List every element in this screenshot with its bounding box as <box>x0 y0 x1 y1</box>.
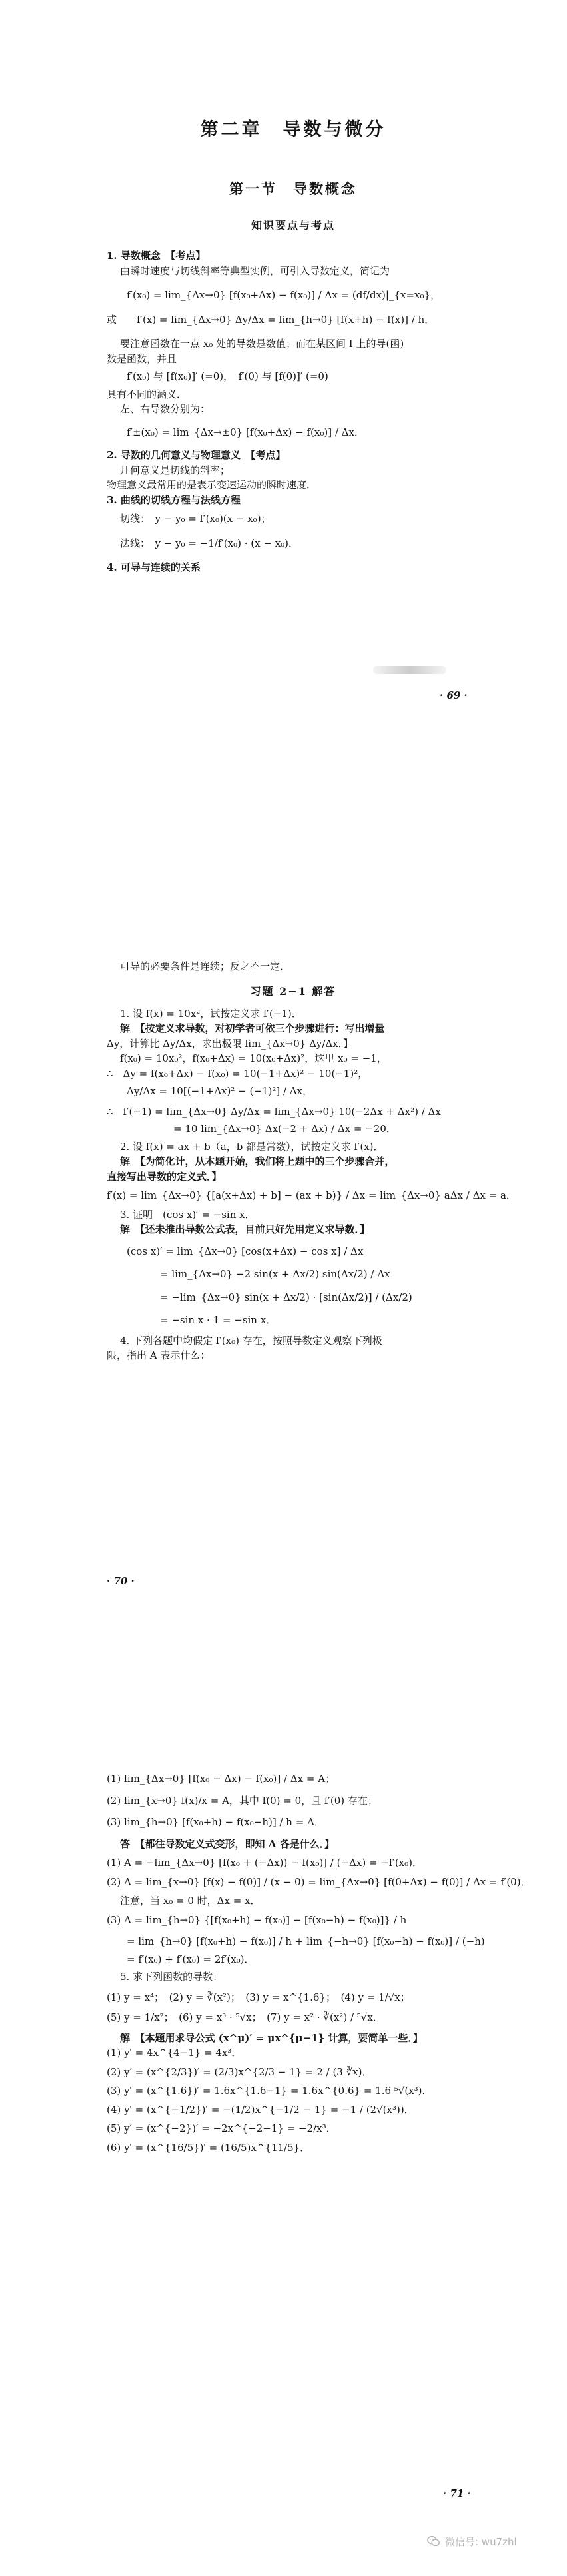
page-number: · 70 · <box>107 1575 135 1587</box>
formula: ∴ f′(−1) = lim_{Δx→0} Δy/Δx = lim_{Δx→0} 10(−2Δx + Δx²) / Δx <box>107 1105 441 1118</box>
point-4-heading: 4. 可导与连续的关系 <box>107 561 201 573</box>
solution-note: 直接写出导数的定义式．】 <box>107 1170 222 1183</box>
problem-3: 3. 证明 (cos x)′ = −sin x． <box>120 1208 255 1221</box>
formula: f′(x₀) 与 [f(x₀)]′ (=0)， f′(0) 与 [f(0)]′ (=0) <box>127 370 328 382</box>
exercise-title: 习题 2−1 解答 <box>250 984 336 998</box>
text-line: 几何意义是切线的斜率； <box>120 464 231 476</box>
text-line: 具有不同的涵义． <box>107 388 187 400</box>
formula: = −sin x · 1 = −sin x． <box>160 1314 277 1326</box>
solution-note: Δy，计算比 Δy/Δx，求出极限 lim_{Δx→0} Δy/Δx．】 <box>107 1037 354 1050</box>
solution-note: 解 【还未推出导数公式表，目前只好先用定义求导数．】 <box>120 1223 370 1235</box>
page-69-content <box>107 117 480 575</box>
formula: ∴ Δy = f(x₀+Δx) − f(x₀) = 10(−1+Δx)² − 10(−1)²， <box>107 1067 368 1080</box>
solution-note: 解 【本题用求导公式 (x^μ)′ = μx^{μ−1} 计算，要简单一些．】 <box>120 2031 423 2044</box>
formula: (3) y′ = (x^{1.6})′ = 1.6x^{1.6−1} = 1.6x^{0.6} = 1.6 ⁵√(x³)． <box>107 2085 432 2096</box>
section-title: 第一节 导数概念 <box>229 180 357 197</box>
formula: (1) y = x⁴； (2) y = ∛(x²)； (3) y = x^{1.6}； (4) y = 1/√x； <box>107 1991 410 2003</box>
formula: f′(x) = lim_{Δx→0} {[a(x+Δx) + b] − (ax + b)} / Δx = lim_{Δx→0} aΔx / Δx = a． <box>107 1189 516 1201</box>
solution-note: 解 【按定义求导数，对初学者可依三个步骤进行：写出增量 <box>120 1022 385 1034</box>
point-3-heading: 3. 曲线的切线方程与法线方程 <box>107 493 241 506</box>
text-line: 要注意函数在一点 x₀ 处的导数是数值；而在某区间 I 上的导(函) <box>120 338 404 350</box>
formula: f′±(x₀) = lim_{Δx→±0} [f(x₀+Δx) − f(x₀)] / Δx． <box>127 426 364 438</box>
solution-note: 解 【为简化计，从本题开始，我们将上题中的三个步骤合并， <box>120 1155 395 1167</box>
page-number: · 71 · <box>443 2487 471 2499</box>
text-line: 可导的必要条件是连续；反之不一定． <box>120 960 290 972</box>
formula: 切线： y − y₀ = f′(x₀)(x − x₀)； <box>120 513 271 525</box>
page-number: · 69 · <box>440 689 468 701</box>
formula: (1) y′ = 4x^{4−1} = 4x³． <box>107 2047 242 2059</box>
page-69 <box>0 0 567 939</box>
formula: = 10 lim_{Δx→0} Δx(−2 + Δx) / Δx = −20． <box>173 1123 396 1135</box>
formula: (5) y′ = (x^{−2})′ = −2x^{−2−1} = −2/x³． <box>107 2122 336 2134</box>
chapter-title: 第二章 导数与微分 <box>200 119 386 140</box>
point-2-heading: 2. 导数的几何意义与物理意义 【考点】 <box>107 449 286 461</box>
formula: 法线： y − y₀ = −1/f′(x₀) · (x − x₀)． <box>120 537 299 549</box>
text-line: 注意，当 x₀ = 0 时，Δx = x． <box>120 1895 261 1907</box>
formula: = lim_{Δx→0} −2 sin(x + Δx/2) sin(Δx/2) / Δx <box>160 1268 390 1280</box>
problem-2: 2. 设 f(x) = ax + b（a，b 都是常数），试按定义求 f′(x)． <box>120 1140 384 1153</box>
formula: (5) y = 1/x²； (6) y = x³ · ⁵√x； (7) y = x² · ∛(x²) / ⁵√x． <box>107 2011 383 2023</box>
formula: (cos x)′ = lim_{Δx→0} [cos(x+Δx) − cos x] / Δx <box>127 1245 364 1257</box>
formula: = f′(x₀) + f′(x₀) = 2f′(x₀)． <box>127 1953 255 1965</box>
formula: = −lim_{Δx→0} sin(x + Δx/2) · [sin(Δx/2)] / (Δx/2) <box>160 1291 412 1303</box>
formula: = lim_{h→0} [f(x₀+h) − f(x₀)] / h + lim_{−h→0} [f(x₀−h) − f(x₀)] / (−h) <box>127 1935 485 1947</box>
page-70-content <box>107 959 516 1363</box>
knowledge-points-title: 知识要点与考点 <box>251 219 335 232</box>
scan-smudge <box>373 666 446 674</box>
formula: (6) y′ = (x^{16/5})′ = (16/5)x^{11/5}． <box>107 2141 310 2154</box>
formula: (2) A = lim_{x→0} [f(x) − f(0)] / (x − 0) = lim_{Δx→0} [f(0+Δx) − f(0)] / Δx = f′(0)． <box>107 1875 531 1888</box>
page-70 <box>0 939 567 1718</box>
formula: 或 f′(x) = lim_{Δx→0} Δy/Δx = lim_{h→0} [f(x+h) − f(x)] / h． <box>107 313 435 326</box>
formula: (1) A = −lim_{Δx→0} [f(x₀ + (−Δx)) − f(x₀)] / (−Δx) = −f′(x₀)． <box>107 1857 422 1869</box>
page-71 <box>0 1718 567 2576</box>
watermark <box>426 2534 517 2549</box>
formula: (4) y′ = (x^{−1/2})′ = −(1/2)x^{−1/2 − 1} = −1 / (2√(x³))． <box>107 2103 414 2116</box>
formula: (3) A = lim_{h→0} {[f(x₀+h) − f(x₀)] − [f(x₀−h) − f(x₀)]} / h <box>107 1913 407 1926</box>
answer-note: 答 【都往导数定义式变形，即知 A 各是什么．】 <box>120 1837 335 1850</box>
text-line: 由瞬时速度与切线斜率等典型实例，可引入导数定义，简记为 <box>120 264 390 277</box>
watermark-text: 微信号: wu7zhl <box>445 2535 517 2548</box>
wechat-icon <box>426 2534 441 2549</box>
formula: (3) lim_{h→0} [f(x₀+h) − f(x₀−h)] / h = A． <box>107 1816 324 1828</box>
problem-1: 1. 设 f(x) = 10x²，试按定义求 f′(−1)． <box>120 1007 302 1020</box>
formula: f′(x₀) = lim_{Δx→0} [f(x₀+Δx) − f(x₀)] / Δx = (df/dx)|_{x=x₀}， <box>127 289 441 301</box>
point-1-heading: 1. 导数概念 【考点】 <box>107 250 206 262</box>
formula: (2) y′ = (x^{2/3})′ = (2/3)x^{2/3 − 1} = 2 / (3 ∛x)． <box>107 2065 372 2078</box>
formula: (1) lim_{Δx→0} [f(x₀ − Δx) − f(x₀)] / Δx = A； <box>107 1773 336 1785</box>
text-line: 左、右导数分别为： <box>120 403 211 415</box>
problem-5: 5. 求下列函数的导数： <box>120 1971 223 1983</box>
text-line: 数是函数，并且 <box>107 352 177 365</box>
text-line: 物理意义最常用的是表示变速运动的瞬时速度． <box>107 479 317 491</box>
formula: Δy/Δx = 10[(−1+Δx)² − (−1)²] / Δx， <box>127 1085 313 1097</box>
page-71-content <box>107 1771 531 2155</box>
text-line: 限，指出 A 表示什么： <box>107 1349 211 1361</box>
formula: f(x₀) = 10x₀²，f(x₀+Δx) = 10(x₀+Δx)²，这里 x₀ = −1， <box>120 1052 387 1064</box>
formula: (2) lim_{x→0} f(x)/x = A，其中 f(0) = 0，且 f′(0) 存在； <box>107 1794 378 1807</box>
problem-4: 4. 下列各题中均假定 f′(x₀) 存在，按照导数定义观察下列极 <box>120 1334 382 1347</box>
